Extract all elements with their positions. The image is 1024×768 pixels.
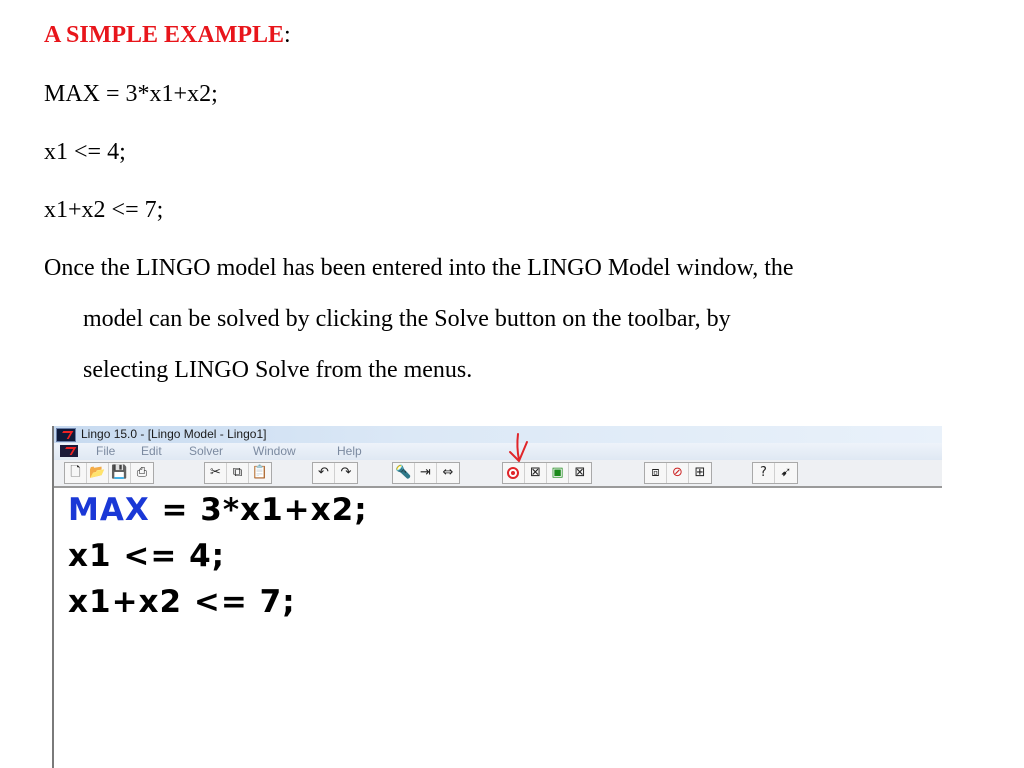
heading-text: A SIMPLE EXAMPLE — [44, 22, 285, 48]
model-line-constraint-1: x1 <= 4; — [44, 139, 126, 165]
save-icon[interactable]: 💾 — [109, 463, 131, 483]
editor-line-1-rest: = 3*x1+x2; — [149, 492, 368, 528]
toolbar-group-file — [64, 462, 154, 484]
toolbar-group-help — [752, 462, 798, 484]
help-icon[interactable]: ? — [753, 463, 775, 483]
solution-icon[interactable]: ⊠ — [525, 463, 547, 483]
menu-window[interactable]: Window — [253, 444, 296, 458]
menu-bar — [54, 443, 942, 460]
heading-colon: : — [284, 22, 291, 48]
open-icon[interactable]: 📂 — [87, 463, 109, 483]
menu-file[interactable]: File — [96, 444, 116, 458]
lingo-window-screenshot — [52, 426, 942, 768]
lingo-app-icon — [56, 428, 76, 442]
paste-icon[interactable]: 📋 — [251, 465, 269, 480]
print-icon[interactable]: ⎙ — [136, 465, 148, 480]
document-icon[interactable] — [60, 445, 78, 457]
menu-help[interactable]: Help — [337, 444, 362, 458]
paragraph-line-3: selecting LINGO Solve from the menus. — [83, 357, 473, 383]
editor-keyword-max: MAX — [68, 492, 150, 528]
copy-icon[interactable]: ⧉ — [227, 463, 249, 483]
cut-icon[interactable]: ✂ — [205, 463, 227, 483]
menu-solver[interactable]: Solver — [189, 444, 224, 458]
close-all-icon[interactable]: ⊘ — [667, 463, 689, 483]
new-icon[interactable]: 🗋 — [65, 463, 87, 483]
context-help-icon[interactable]: ➹ — [780, 465, 792, 480]
model-line-constraint-2: x1+x2 <= 7; — [44, 197, 164, 223]
editor-line-2: x1 <= 4; — [68, 538, 226, 574]
redo-icon[interactable]: ↷ — [340, 465, 352, 480]
paragraph-line-1: Once the LINGO model has been entered into the LINGO Model window, the — [44, 255, 794, 281]
find-icon[interactable]: 🔦 — [393, 463, 415, 483]
toolbar-group-find — [392, 462, 460, 484]
editor-line-1 — [68, 488, 368, 533]
paragraph-line-2: model can be solved by clicking the Solve button on the toolbar, by — [83, 306, 731, 332]
toolbar-group-window — [644, 462, 712, 484]
menu-edit[interactable]: Edit — [141, 444, 162, 458]
model-line-objective: MAX = 3*x1+x2; — [44, 81, 218, 107]
annotation-arrow-icon — [500, 432, 540, 472]
slide-heading — [44, 21, 291, 49]
goto-icon[interactable]: ⇥ — [415, 463, 437, 483]
editor-line-3: x1+x2 <= 7; — [68, 584, 296, 620]
model-editor[interactable] — [54, 488, 942, 768]
toolbar-group-edit — [204, 462, 272, 484]
tile-icon[interactable]: ⊞ — [694, 465, 706, 480]
undo-icon[interactable]: ↶ — [313, 463, 335, 483]
matrix-picture-icon[interactable]: ▣ — [547, 463, 569, 483]
window-titlebar — [54, 426, 942, 443]
send-to-back-icon[interactable]: ⧈ — [645, 463, 667, 483]
toolbar — [54, 460, 942, 488]
toolbar-group-undo — [312, 462, 358, 484]
options-icon[interactable]: ⊠ — [574, 465, 586, 480]
match-paren-icon[interactable]: ⇔ — [442, 465, 454, 480]
window-title: Lingo 15.0 - [Lingo Model - Lingo1] — [81, 427, 267, 441]
